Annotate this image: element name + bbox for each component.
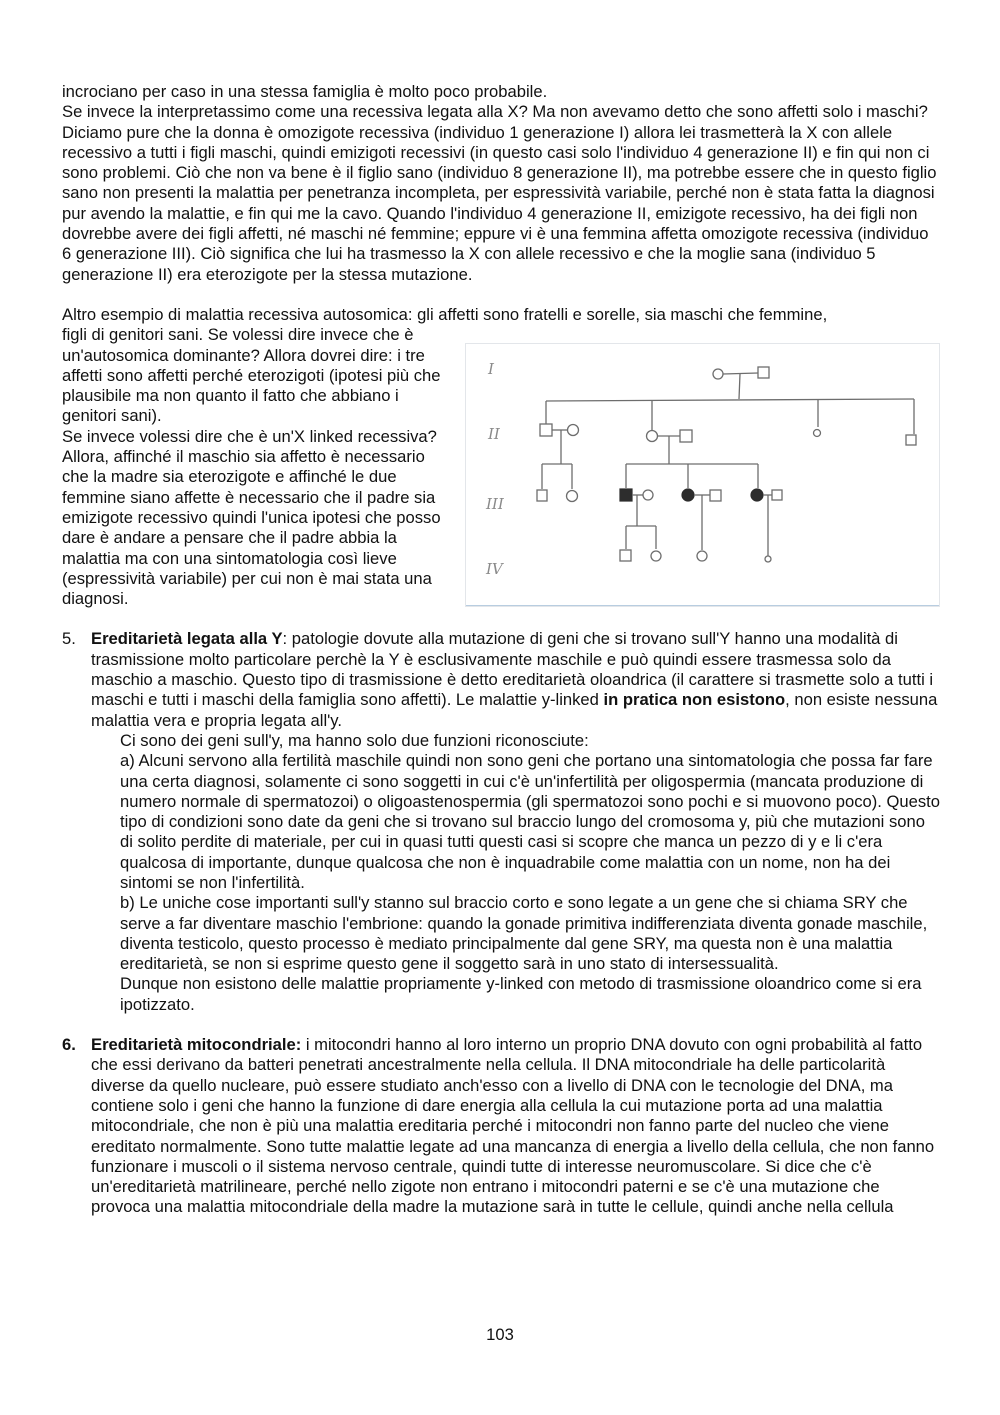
section-6-text: i mitocondri hanno al loro interno un proprio DNA dovuto con ogni probabilità al fatto che essi derivano da batteri penetrati ancestralmente nella cellula. Il DNA mitocondriale ha delle particolarità diverse da quello nucleare, può essere studiato anch'esso con a livello di DNA con le tecnologie del DNA, ma contiene solo i geni che hanno la funzione di dare energia alla cellula la cui mutazione porta ad una malattia mitocondriale, che non è più una malattia ereditaria perché i mitocondri non fanno parte del nucleo che viene ereditato normalmente. Sono tutte malattie legate ad una mancanza di energia a livello della cellula, che non fanno funzionare i muscoli o il sistema nervoso centrale, quindi tutte di interesse neuromuscolare. Si dice che c'è un'ereditarietà matrilineare, perché nello zigote non entrano i mitocondri paterni e se c'è una mutazione che provoca una malattia mitocondriale della madre la mutazione sarà in tutte le cellule, quindi anche nella cellula (91, 1035, 935, 1217)
generation-label-ii: II (488, 424, 500, 443)
section-5-text-c: , non esiste nessuna malattia vera e propria legata all'y. (91, 690, 938, 730)
generation-label-iv: IV (486, 559, 503, 578)
generation-label-iii: III (486, 494, 504, 513)
generation-i-couple (546, 367, 914, 401)
section-5-number: 5. (62, 629, 76, 649)
section-6-paragraph (91, 1035, 940, 1218)
section-5-title: Ereditarietà legata alla Y (91, 629, 283, 649)
paragraph-x-linked: Se invece la interpretassimo come una recessiva legata alla X? Ma non avevamo detto che sono affetti solo i maschi? Diciamo pure che la donna è omozigote recessiva (individuo 1 generazione I) allora lei trasmetterà la X con allele recessivo a tutti i figli maschi, quindi emizigoti recessivi (in questo casi solo l'individuo 4 generazione II) e fin qui non ci sono problemi. Ciò che non va bene è il figlio sano (individuo 8 generazione II), ma potrebbe essere che in questo figlio sano non presenti la malattia per penetranza incompleta, per espressività variabile, perché non è stata fatta la diagnosi pur avendo la malattie, e fin qui me la cavo. Quando l'individuo 4 generazione II, emizigote recessivo, ha dei figli non dovrebbe avere dei figli affetti, né maschi né femmine; eppure vi è una femmina affetta omozigote recessiva (individuo 6 generazione III). Ciò significa che lui ha trasmesso la X con allele recessivo e che la moglie sana (individuo 5 generazione II) era eterozigote per la stessa mutazione. (62, 102, 937, 284)
section-6-number: 6. (62, 1035, 76, 1055)
section-5-details (120, 731, 940, 1015)
sections-list (62, 629, 940, 1217)
paragraph-x-linked-recessive: Se invece volessi dire che è un'X linked recessiva? Allora, affinché il maschio sia affetto è necessario che la madre sia eterozigote e affinché le due femmine siano affette è necessario che il padre sia emizigote recessivo quindi l'unica ipotesi che posso dare è andare a pensare che il padre abbia la malattia ma con una sintomatologia così lieve (espressività variabile) per cui non è mai stata una diagnosi. (62, 426, 441, 609)
page-number: 103 (486, 1325, 514, 1344)
paragraph-autosomal-intro: Altro esempio di malattia recessiva autosomica: gli affetti sono fratelli e sorelle, sia maschi che femmine, (62, 304, 828, 324)
generation-iii (537, 464, 782, 544)
section-5-bold-phrase: in pratica non esistono (603, 690, 786, 710)
section-5 (62, 629, 940, 1015)
section-5-point-b: b) Le uniche cose importanti sull'y stanno sul braccio corto e sono legate a un gene che si chiama SRY che serve a far diventare maschio l'embrione: quando la gonade primitiva indifferenziata diventa gonade maschile, diventa testicolo, questo processo è mediato principalmente dal gene SRY, ma questa non è una malattia ereditarietà, se non si esprime questo gene il soggetto sarà in uno stato di intersessualità. (120, 893, 928, 974)
pedigree-figure (465, 343, 940, 607)
section-6-title: Ereditarietà mitocondriale: (91, 1035, 302, 1055)
generation-label-i: I (488, 359, 494, 378)
pedigree-chart (466, 344, 939, 606)
document-body (62, 82, 940, 1218)
paragraph-autosomal-dominant: figli di genitori sani. Se volessi dire invece che è un'autosomica dominante? Allora dovrei dire: i tre affetti sono affetti perché eterozigoti (ipotesi più che plausibile ma non quanto il fatto che abbiano i genitori sani). (62, 325, 441, 426)
section-5-text-a: : patologie dovute alla mutazione di geni che si trovano sull'Y hanno una modalità di trasmissione molto particolare perchè la Y è esclusivamente maschile e può quindi essere trasmessa solo da maschio a maschio. Questo tipo di trasmissione è detto ereditarietà oloandrica (il carattere si trasmette solo a tutti i maschi e tutti i maschi della famiglia sono affetti). Le malattie y-linked (91, 629, 934, 710)
paragraph-continuation: incrociano per caso in una stessa famiglia è molto poco probabile. (62, 82, 548, 101)
section-5-conclusion: Dunque non esistono delle malattie propriamente y-linked con metodo di trasmissione oloandrico come si era ipotizzato. (120, 974, 922, 1014)
section-5-point-a: a) Alcuni servono alla fertilità maschile quindi non sono geni che portano una sintomatologia che possa far fare una certa diagnosi, solamente ci sono soggetti in cui c'è un'infertilità per oligospermia (mancata produzione di numero normale di spermatozoi) o oligoastenospermia (gli spermatozoi sono pochi e si muovono poco). Questo tipo di condizioni sono date da geni che si trovano sul braccio lungo del cromosoma y, più che mutazioni sono di solito perdite di materiale, per cui in quasi tutti questi casi si scopre che manca un pezzo di y e li c'era qualcosa di importante, dunque qualcosa che non è inquadrabile come malattia con un nome, non ha dei sintomi se non l'infertilità. (120, 751, 940, 892)
autosomal-example-block (62, 305, 940, 609)
section-5-paragraph (91, 629, 940, 730)
section-6 (62, 1035, 940, 1218)
generation-ii (540, 399, 916, 464)
section-5-intro: Ci sono dei geni sull'y, ma hanno solo due funzioni riconosciute: (120, 730, 589, 750)
generation-iv (620, 526, 771, 562)
